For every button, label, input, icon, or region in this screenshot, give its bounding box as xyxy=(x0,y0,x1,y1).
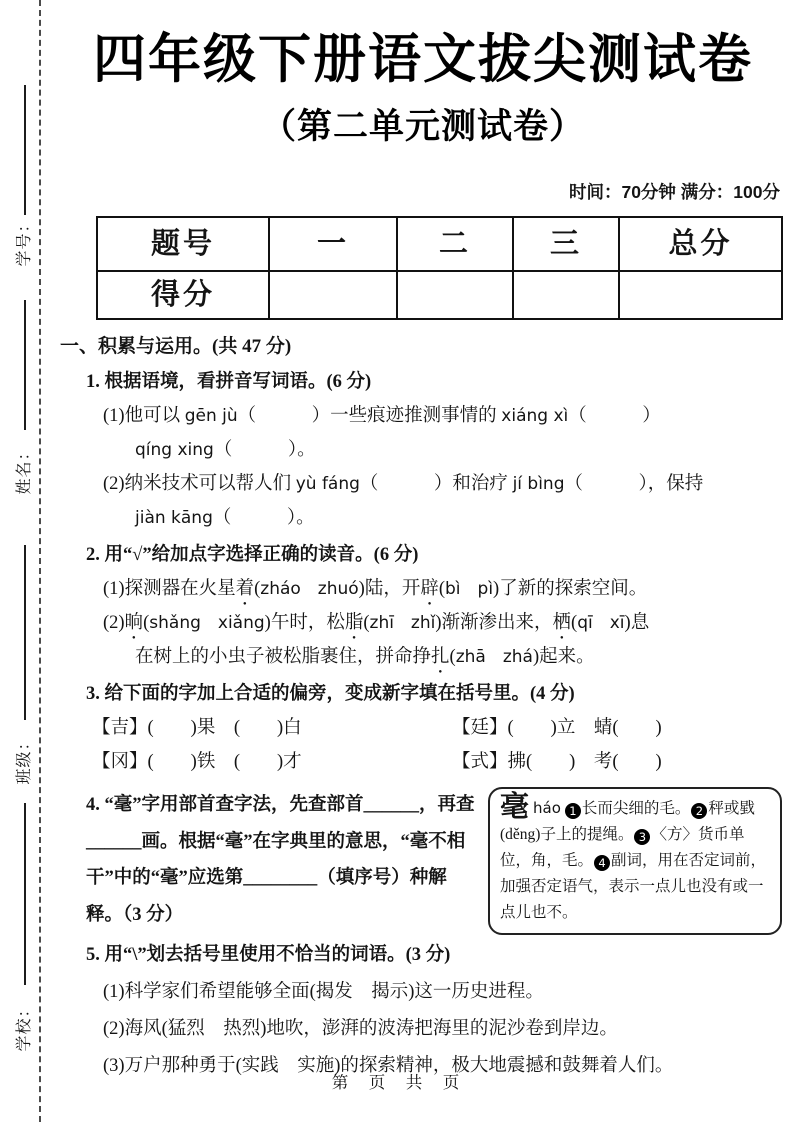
pinyin-segment: jiàn kāng xyxy=(135,508,213,528)
text-segment: （ ）。 xyxy=(212,508,315,528)
text-segment: （ ） xyxy=(568,406,661,426)
score-table-header-tihao: 题号 xyxy=(98,218,270,272)
pinyin-segment: zháo zhuó xyxy=(260,579,359,599)
question-4-stem: 4. “毫”字用部首查字法，先查部首______，再查______画。根据“毫”在字典里的意思，“毫不相干”中的“毫”应选第________（填序号）种解释。（3 分） xyxy=(86,795,475,925)
text-segment: )渐渐渗出来， xyxy=(435,613,553,633)
question-5-item-2: (2)海风(猛烈 热烈)地吹，澎湃的波涛把海里的泥沙卷到岸边。 xyxy=(103,1019,618,1039)
text-segment: （ ），保持 xyxy=(564,474,704,494)
score-table-header-2: 二 xyxy=(398,218,514,272)
definition-text: 长而尖细的毛。 xyxy=(581,800,691,817)
definition-number-icon: 1 xyxy=(565,803,581,819)
definition-number-icon: 4 xyxy=(594,855,610,871)
page-number-footer: 第 页 共 页 xyxy=(331,1073,462,1092)
dotted-char: 辟 ● xyxy=(420,579,439,599)
score-cell-3 xyxy=(514,272,620,318)
sidebar-label-name: 姓名： xyxy=(16,443,33,495)
question-3-stem: 3. 给下面的字加上合适的偏旁，变成新字填在括号里。(4 分) xyxy=(86,684,575,704)
text-segment: ( xyxy=(449,647,456,667)
pinyin-segment: xiáng xì xyxy=(501,406,569,426)
score-cell-total xyxy=(620,272,781,318)
text-segment: (2) xyxy=(103,613,125,633)
score-table-header-total: 总分 xyxy=(620,218,781,272)
page-subtitle: （第二单元测试卷） xyxy=(260,107,585,146)
question-5-item-1: (1)科学家们希望能够全面(揭发 揭示)这一历史进程。 xyxy=(103,982,544,1002)
score-cell-1 xyxy=(270,272,398,318)
text-segment: )了新的探索空间。 xyxy=(493,579,648,599)
class-fill-line xyxy=(24,545,26,720)
text-segment: )起来。 xyxy=(532,647,595,667)
text-segment: ( xyxy=(571,613,578,633)
question-2-item-2-cont xyxy=(135,640,786,674)
radical-item-ji: 【吉】( )果 ( )白 xyxy=(92,718,302,738)
dictionary-pinyin: háo xyxy=(533,799,561,817)
definition-number-icon: 3 xyxy=(634,829,650,845)
name-fill-line xyxy=(24,300,26,430)
score-table-header-3: 三 xyxy=(514,218,620,272)
definition-text: 〈方〉货币单位，角，毛。 xyxy=(500,826,745,869)
definition-text: 副词，用在否定词前，加强否定语气，表示一点儿也没有或一点儿也不。 xyxy=(500,852,767,921)
question-5-stem: 5. 用“\”划去括号里使用不恰当的词语。(3 分) xyxy=(86,945,451,965)
text-segment: ( xyxy=(363,613,370,633)
dotted-char: 扎 ● xyxy=(431,647,450,667)
exam-meta: 时间：70分钟 满分：100分 xyxy=(568,182,780,202)
definition-number-icon: 2 xyxy=(691,803,707,819)
sidebar-label-student-id: 学号： xyxy=(16,215,33,267)
text-segment: （ ）一些痕迹推测事情的 xyxy=(237,406,502,426)
text-segment: 在树上的小虫子被松脂裹住，拼命挣 xyxy=(135,647,432,667)
page-title: 四年级下册语文拔尖测试卷 xyxy=(93,30,753,89)
question-1-item-1 xyxy=(103,399,786,433)
sidebar-label-class: 班级： xyxy=(16,733,33,785)
radical-item-shi: 【式】拂( ) 考( ) xyxy=(452,752,662,772)
text-segment: )陆，开 xyxy=(358,579,421,599)
score-table-row-label: 得分 xyxy=(98,272,270,318)
pinyin-segment: shǎng xiǎng xyxy=(149,613,265,633)
question-1 xyxy=(60,365,786,535)
pinyin-segment: qī xī xyxy=(577,613,625,633)
sidebar-label-school: 学校： xyxy=(16,1000,33,1052)
text-segment: ( xyxy=(438,579,446,599)
question-1-stem: 1. 根据语境，看拼音写词语。(6 分) xyxy=(86,372,372,392)
dictionary-entry-box xyxy=(488,787,782,935)
pinyin-segment: jí bìng xyxy=(512,474,565,494)
text-segment: （ ）和治疗 xyxy=(359,474,513,494)
school-fill-line xyxy=(24,803,26,985)
score-table-header-1: 一 xyxy=(270,218,398,272)
pinyin-segment: yù fáng xyxy=(295,474,360,494)
question-2-stem: 2. 用“√”给加点字选择正确的读音。(6 分) xyxy=(86,545,419,565)
section-title: 一、积累与运用。(共 47 分) xyxy=(60,336,292,357)
question-3-row-2 xyxy=(92,745,786,779)
question-2 xyxy=(60,538,786,674)
seal-dashed-line xyxy=(39,0,41,1122)
text-segment: （ ）。 xyxy=(213,440,316,460)
question-5-item-3: (3)万户那种勇于(实践 实施)的探索精神，极大地震撼和鼓舞着人们。 xyxy=(103,1056,674,1076)
pinyin-segment: bì pì xyxy=(445,579,494,599)
pinyin-segment: qíng xing xyxy=(135,440,214,460)
question-2-item-1 xyxy=(103,572,786,606)
dotted-char: 栖 ● xyxy=(553,613,572,633)
paper-content xyxy=(60,0,786,1083)
text-segment: )午时，松 xyxy=(264,613,345,633)
dotted-char: 晌 ● xyxy=(125,613,144,633)
text-segment: )息 xyxy=(624,613,650,633)
text-segment: ( xyxy=(143,613,150,633)
text-segment: (1)探测器在火星 xyxy=(103,579,236,599)
dictionary-headword: 毫 xyxy=(500,791,530,823)
pinyin-segment: zhā zhá xyxy=(455,647,533,667)
dotted-char: 着 ● xyxy=(236,579,255,599)
dotted-char: 脂 ● xyxy=(345,613,364,633)
question-1-item-2 xyxy=(103,467,786,501)
radical-item-ting: 【廷】( )立 蜻( ) xyxy=(452,718,662,738)
student-id-fill-line xyxy=(24,85,26,215)
question-4 xyxy=(60,787,786,935)
pinyin-segment: zhī zhǐ xyxy=(369,613,436,633)
text-segment: (2)纳米技术可以帮人们 xyxy=(103,474,296,494)
score-cell-2 xyxy=(398,272,514,318)
question-5 xyxy=(60,938,786,1083)
text-segment: (1)他可以 xyxy=(103,406,185,426)
question-3-row-1 xyxy=(92,711,786,745)
score-table xyxy=(96,216,783,320)
definition-text: 秤或戥(děng)子上的提绳。 xyxy=(500,800,755,843)
text-segment: ( xyxy=(254,579,261,599)
question-2-item-2 xyxy=(103,606,786,640)
question-3 xyxy=(60,677,786,779)
pinyin-segment: gēn jù xyxy=(184,406,238,426)
question-1-item-2-cont xyxy=(135,501,786,535)
question-1-item-1-cont xyxy=(135,433,786,467)
radical-item-gang: 【冈】( )铁 ( )才 xyxy=(92,752,302,772)
